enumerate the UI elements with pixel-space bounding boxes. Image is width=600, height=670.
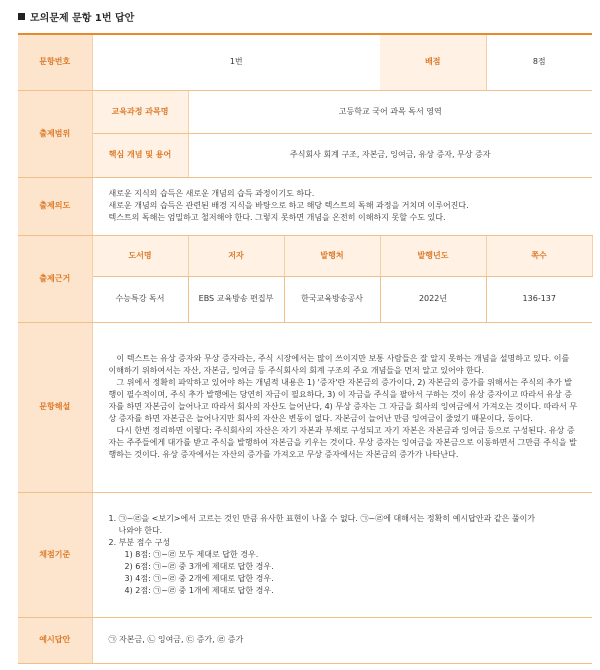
- explanation-paragraph: 그 위에서 정확히 파악하고 있어야 하는 개념적 내용은 1) '증자'란 자본금의 증가이다, 2) 자본금의 증가를 위해서는 주식의 추가 발행이 필수적이며, 주식 추가 발행에는 당연히 자금이 필요하다, 3) 이 자금을 주식을 팔아서 구하는 것이 유상 증자이고 따라서 유상 증자를 하면 자본금이 늘어나고 따라서 회사의 자산도 늘어난다, 4) 무상 증자는 그 자금을 회사의 잉여금에서 가져오는 것이다. 따라서 무상 증자를 하면 자본금은 늘어나지만 회사의 자산은 변동이 없다. 자본금이 늘어난 만큼 잉여금이 줄었기 때문이다, 등이다.: [108, 378, 578, 423]
- source-header-year: 발행년도: [380, 235, 486, 276]
- row-scope-concept: [18, 133, 592, 177]
- heading-text: 모의문제 문항 1번 답안: [30, 13, 135, 24]
- intent-line: 새로운 지식의 습득은 새로운 개념의 습득 과정이기도 하다.: [108, 189, 315, 198]
- label-concept: 핵심 개념 및 용어: [92, 133, 188, 177]
- explanation-paragraph: 이 텍스트는 유상 증자와 무상 증자라는, 주식 시장에서는 많이 쓰이지만 보통 사람들은 잘 알지 못하는 개념을 설명하고 있다. 이를 이해하기 위하여서는 자산, 자본금, 잉여금 등 주식회사의 회계 구조의 주요 개념들을 먼저 알고 있어야 한다.: [108, 354, 570, 375]
- square-bullet-icon: [18, 13, 25, 20]
- source-header-author: 저자: [188, 235, 284, 276]
- label-source: 출제근거: [18, 235, 92, 322]
- row-source-values: [18, 276, 592, 322]
- label-score: 배점: [380, 35, 486, 90]
- criteria-item-1: 1. ㉠~㉣을 <보기>에서 고르는 것인 만큼 유사한 표현이 나올 수 없다. ㉠~㉣에 대해서는 정확히 예시답안과 같은 풀이가: [108, 513, 536, 523]
- source-header-pages: 쪽수: [486, 235, 592, 276]
- source-pages: 136-137: [486, 276, 592, 322]
- concept-value: 주식회사 회계 구조, 자본금, 잉여금, 유상 증자, 무상 증자: [188, 133, 592, 177]
- criteria-score: 1) 8점: ㉠~㉣ 모두 제대로 답한 경우.: [124, 549, 259, 559]
- label-intent: 출제의도: [18, 177, 92, 235]
- source-author: EBS 교육방송 편집부: [188, 276, 284, 322]
- explanation-paragraph: 다시 한번 정리하면 이렇다: 주식회사의 자산은 자기 자본과 부채로 구성되고 자기 자본은 자본금과 잉여금 등으로 구성된다. 유상 증자는 주주들에게 대가를 받고 주식을 발행하여 자본금을 키우는 것이다. 무상 증자는 잉여금을 자본금으로 이동하면서 그만큼 주식을 발행하는 것이다. 유상 증자에서는 자산의 증가를 가져오고 무상 증자에서는 자본금의 증가가 나타난다.: [108, 426, 577, 459]
- source-year: 2022년: [380, 276, 486, 322]
- label-scope: 출제범위: [18, 90, 92, 177]
- source-header-book: 도서명: [92, 235, 188, 276]
- criteria-score: 3) 4점: ㉠~㉣ 중 2개에 제대로 답한 경우.: [124, 573, 274, 583]
- explanation-text: [92, 322, 592, 492]
- source-book: 수능특강 독서: [92, 276, 188, 322]
- criteria-item-2: 2. 부분 점수 구성: [108, 537, 171, 547]
- label-answer: 예시답안: [18, 617, 92, 663]
- label-question-number: 문항번호: [18, 35, 92, 90]
- course-value: 고등학교 국어 과목 독서 영역: [188, 90, 592, 133]
- answer-table: [18, 35, 593, 664]
- row-answer: [18, 617, 592, 663]
- question-number-value: 1번: [92, 35, 380, 90]
- row-source-header: [18, 235, 592, 276]
- intent-line: 새로운 개념의 습득은 관련된 배경 지식을 바탕으로 하고 해당 텍스트의 독해 과정을 거치며 이루어진다.: [108, 201, 469, 210]
- criteria-score: 2) 6점: ㉠~㉣ 중 3개에 제대로 답한 경우.: [124, 561, 274, 571]
- row-intent: [18, 177, 592, 235]
- label-criteria: 채점기준: [18, 492, 92, 617]
- answer-value: ㉠ 자본금, ㉡ 잉여금, ㉢ 증가, ㉣ 증가: [92, 617, 592, 663]
- intent-text: [92, 177, 592, 235]
- answer-sheet: [18, 33, 592, 664]
- row-question-number: [18, 35, 592, 90]
- row-explanation: [18, 322, 592, 492]
- section-heading: [18, 9, 134, 24]
- row-criteria: [18, 492, 592, 617]
- score-value: 8점: [486, 35, 592, 90]
- criteria-text: [92, 492, 592, 617]
- row-scope-course: [18, 90, 592, 133]
- criteria-score: 4) 2점: ㉠~㉣ 중 1개에 제대로 답한 경우.: [124, 585, 274, 595]
- label-course: 교육과정 과목명: [92, 90, 188, 133]
- label-explanation: 문항해설: [18, 322, 92, 492]
- source-header-publisher: 발행처: [284, 235, 380, 276]
- intent-line: 텍스트의 독해는 엄밀하고 철저해야 한다. 그렇지 못하면 개념을 온전히 이해하지 못할 수도 있다.: [108, 213, 446, 222]
- source-publisher: 한국교육방송공사: [284, 276, 380, 322]
- criteria-item-1-cont: 나와야 한다.: [118, 525, 163, 535]
